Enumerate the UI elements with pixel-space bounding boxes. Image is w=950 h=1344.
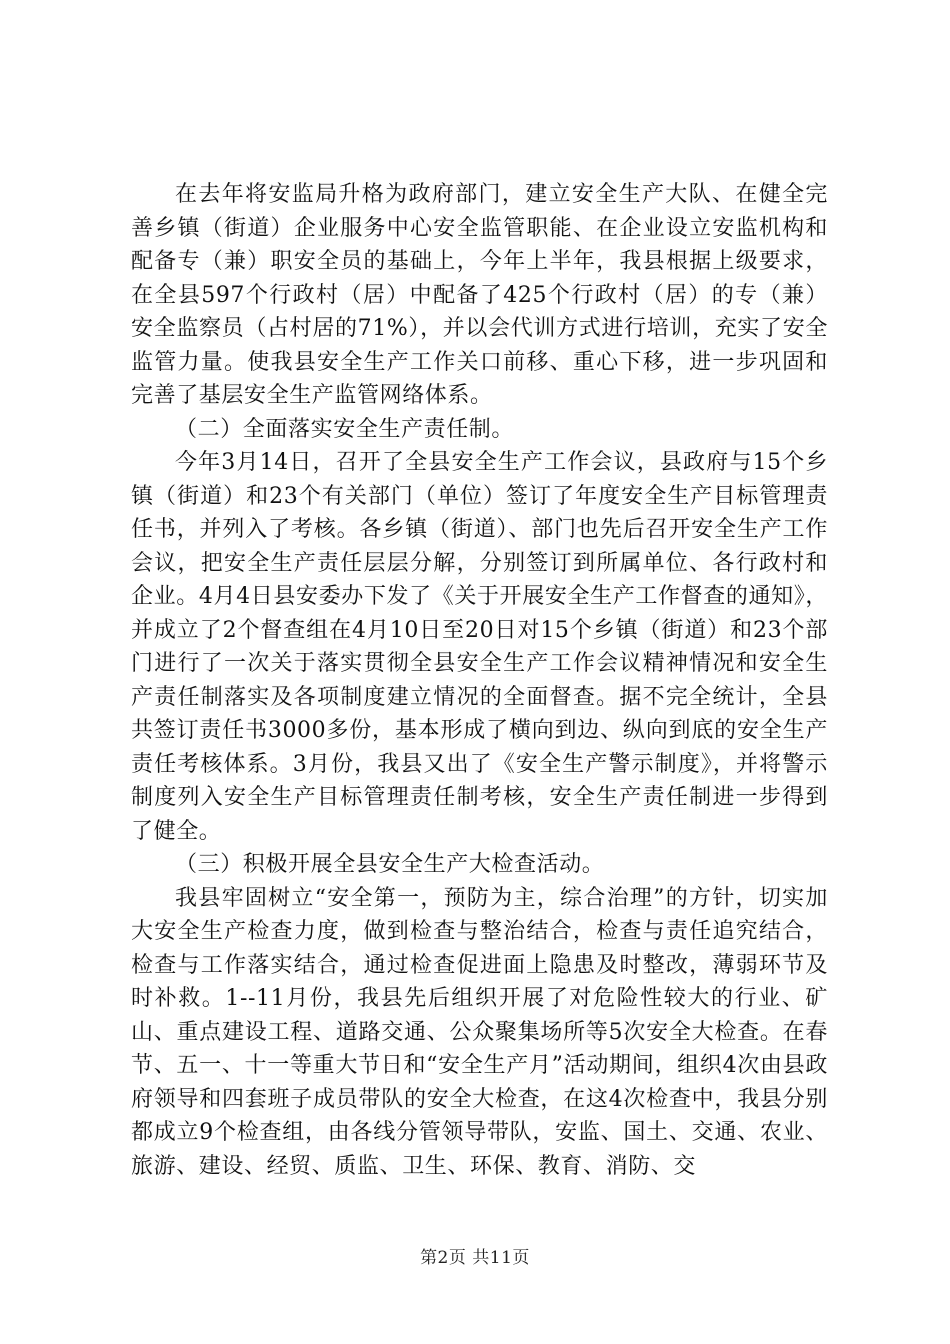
page-footer	[0, 1243, 950, 1268]
page-number-label: 第2页 共11页	[420, 1248, 530, 1268]
paragraph-safety-supervision-network: 在去年将安监局升格为政府部门，建立安全生产大队、在健全完善乡镇（街道）企业服务中心安全监管职能、在企业设立安监机构和配备专（兼）职安全员的基础上，今年上半年，我县根据上级要求，在全县597个行政村（居）中配备了425个行政村（居）的专（兼）安全监察员（占村居的71%），并以会代训方式进行培训，充实了安全监管力量。使我县安全生产工作关口前移、重心下移，进一步巩固和完善了基层安全生产监管网络体系。	[131, 182, 828, 408]
paragraph-responsibility-system: 今年3月14日，召开了全县安全生产工作会议，县政府与15个乡镇（街道）和23个有关部门（单位）签订了年度安全生产目标管理责任书，并列入了考核。各乡镇（街道）、部门也先后召开安全生产工作会议，把安全生产责任层层分解，分别签订到所属单位、各行政村和企业。4月4日县安委办下发了《关于开展安全生产工作督查的通知》，并成立了2个督查组在4月10日至20日对15个乡镇（街道）和23个部门进行了一次关于落实贯彻全县安全生产工作会议精神情况和安全生产责任制落实及各项制度建立情况的全面督查。据不完全统计，全县共签订责任书3000多份，基本形成了横向到边、纵向到底的安全生产责任考核体系。3月份，我县又出了《安全生产警示制度》，并将警示制度列入安全生产目标管理责任制考核，安全生产责任制进一步得到了健全。	[131, 450, 828, 844]
section-heading-3: （三）积极开展全县安全生产大检查活动。	[175, 852, 605, 877]
section-heading-2: （二）全面落实安全生产责任制。	[175, 416, 515, 442]
paragraph-safety-inspection: 我县牢固树立“安全第一，预防为主，综合治理”的方针，切实加大安全生产检查力度，做到检查与整治结合，检查与责任追究结合，检查与工作落实结合，通过检查促进面上隐患及时整改，薄弱环节及时补救。1--11月份，我县先后组织开展了对危险性较大的行业、矿山、重点建设工程、道路交通、公众聚集场所等5次安全大检查。在春节、五一、十一等重大节日和“安全生产月”活动期间，组织4次由县政府领导和四套班子成员带队的安全大检查，在这4次检查中，我县分别都成立9个检查组，由各线分管领导带队，安监、国土、交通、农业、旅游、建设、经贸、质监、卫生、环保、教育、消防、交	[131, 885, 828, 1179]
document-body	[131, 178, 828, 1183]
